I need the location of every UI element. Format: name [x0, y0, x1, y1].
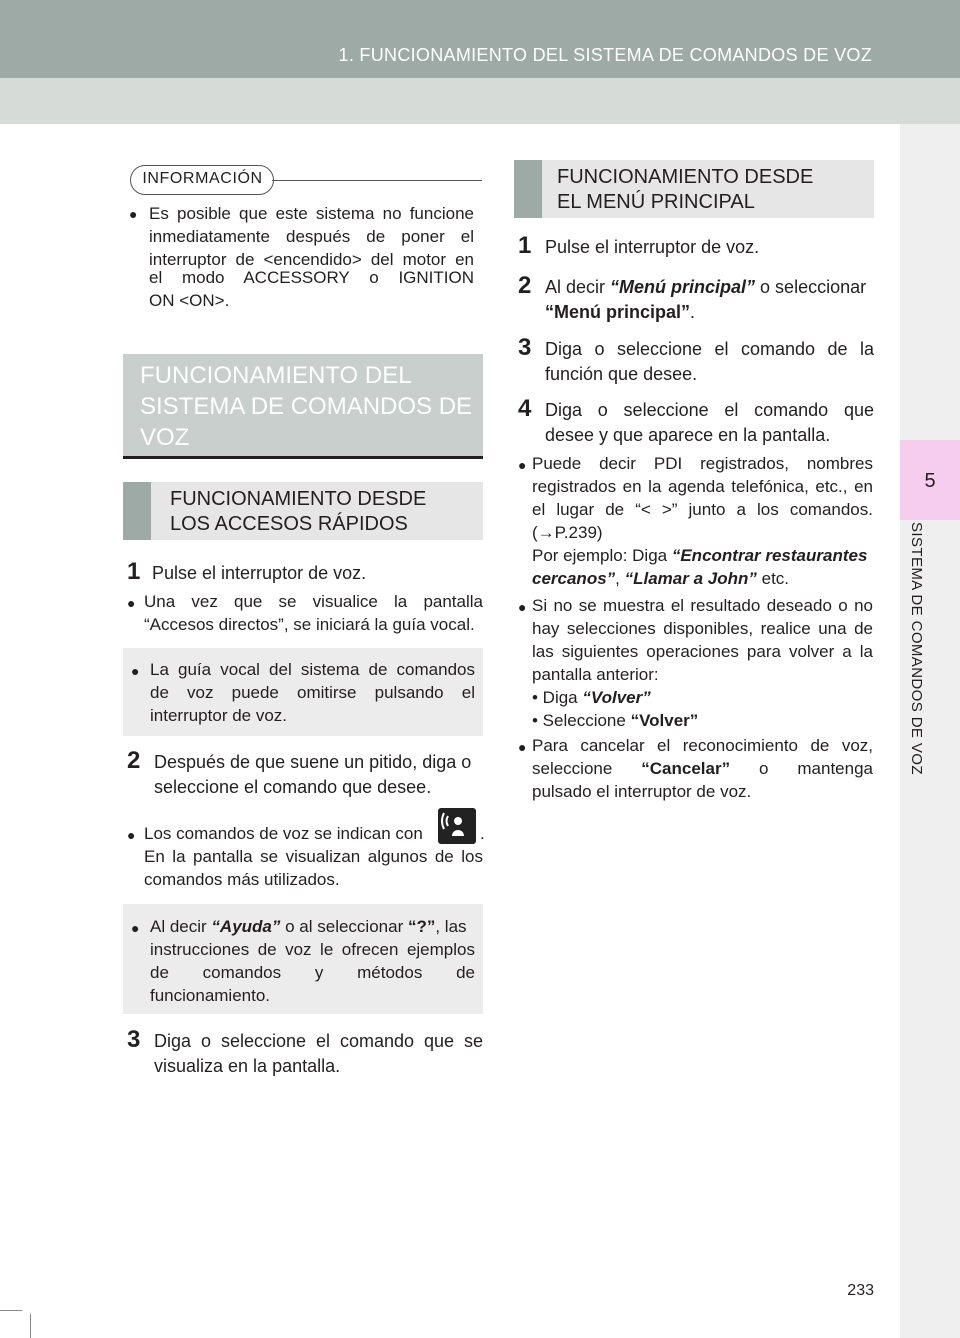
- subsection-heading-line: LOS ACCESOS RÁPIDOS: [170, 513, 408, 535]
- bullet-icon: ●: [518, 457, 527, 473]
- bullet-icon: ●: [131, 663, 140, 679]
- step-text-part: .: [690, 302, 696, 322]
- bullet-icon: ●: [127, 827, 136, 843]
- chapter-number: 5: [924, 470, 936, 492]
- bullet-line: “Accesos directos”, se iniciará la guía vocal.: [144, 615, 475, 634]
- subsection-heading: [557, 165, 867, 215]
- step-number: 2: [518, 272, 532, 299]
- note-line: de voz puede omitirse pulsando el: [150, 683, 475, 702]
- bullet-line: [532, 567, 873, 590]
- example-command: “Llamar a John”: [624, 569, 757, 588]
- step-number: 1: [518, 232, 532, 259]
- step-number: 1: [127, 558, 141, 585]
- bullet-icon: ●: [129, 206, 138, 222]
- bullet-icon: ●: [518, 739, 527, 755]
- step-text: Diga o seleccione el comando que: [545, 400, 874, 420]
- subsection-heading-line: FUNCIONAMIENTO DESDE: [170, 488, 427, 510]
- bullet-line: En la pantalla se visualizan algunos de los: [144, 847, 483, 866]
- step-text: Pulse el interruptor de voz.: [545, 237, 760, 257]
- info-line: inmediatamente después de poner el: [149, 227, 474, 246]
- section-heading-line: VOZ: [140, 424, 190, 451]
- bullet-text: o mantenga: [730, 759, 873, 778]
- step-text: [545, 276, 875, 299]
- sub-bullet-text: • Seleccione: [532, 711, 631, 730]
- note-command: “?”: [407, 917, 436, 936]
- step-number: 3: [127, 1026, 141, 1053]
- note-command: “Ayuda”: [211, 917, 281, 936]
- step-command: “Menú principal”: [545, 302, 691, 322]
- subsection-accent: [514, 160, 542, 218]
- sub-bullet-command: “Volver”: [630, 711, 699, 730]
- note-line: La guía vocal del sistema de comandos: [150, 660, 475, 679]
- bullet-line: [532, 757, 873, 780]
- sub-bullet-text: • Diga: [532, 688, 583, 707]
- section-heading-line: FUNCIONAMIENTO DEL: [140, 362, 412, 389]
- note-line: de comandos y métodos de: [150, 963, 475, 982]
- page-number: 233: [847, 1282, 874, 1299]
- step-command: “Menú principal”: [610, 277, 756, 297]
- subsection-heading: [170, 487, 480, 537]
- sub-bullet: [532, 686, 651, 709]
- bullet-line-end: .: [480, 824, 485, 843]
- step-text-part: o seleccionar: [755, 277, 867, 297]
- crop-mark: [0, 1310, 22, 1311]
- note-line: [150, 915, 475, 938]
- bullet-line: Los comandos de voz se indican con: [144, 824, 423, 843]
- bullet-text: seleccione: [532, 759, 642, 778]
- crop-mark: [30, 1314, 31, 1338]
- info-rule: [272, 180, 482, 181]
- step-text: seleccione el comando que desee.: [154, 777, 432, 797]
- bullet-line: el lugar de “< >” junto a los comandos.: [532, 500, 873, 519]
- example-text: ,: [615, 569, 625, 588]
- subsection-heading-line: EL MENÚ PRINCIPAL: [557, 191, 755, 213]
- bullet-line: Puede decir PDI registrados, nombres: [532, 454, 873, 473]
- info-label: INFORMACIÓN: [142, 170, 263, 187]
- section-heading-rule: [123, 456, 483, 459]
- bullet-icon: ●: [127, 595, 136, 611]
- page-reference[interactable]: (→P.239): [532, 523, 603, 542]
- bullet-line: registrados en la agenda telefónica, etc., en: [532, 477, 873, 496]
- note-line: funcionamiento.: [150, 986, 271, 1005]
- step-text: Diga o seleccione el comando que se: [154, 1031, 483, 1051]
- info-line: interruptor de <encendido> del motor en: [149, 250, 474, 269]
- note-line: instrucciones de voz le ofrecen ejemplos: [150, 940, 475, 959]
- step-text: desee y que aparece en la pantalla.: [545, 425, 831, 445]
- voice-command-icon: [438, 808, 476, 844]
- bullet-line: pulsado el interruptor de voz.: [532, 782, 752, 801]
- bullet-line: Si no se muestra el resultado deseado o no: [532, 596, 873, 615]
- info-line: ON <ON>.: [149, 291, 230, 310]
- bullet-line: las siguientes operaciones para volver a la: [532, 642, 873, 661]
- example-command: cercanos”: [532, 569, 616, 588]
- bullet-icon: ●: [518, 599, 527, 615]
- step-text: Pulse el interruptor de voz.: [152, 563, 367, 583]
- chapter-side-label: SISTEMA DE COMANDOS DE VOZ: [908, 522, 925, 775]
- bullet-line: Para cancelar el reconocimiento de voz,: [532, 736, 873, 755]
- step-text-part: Al decir: [545, 277, 611, 297]
- step-text: Diga o seleccione el comando de la: [545, 339, 874, 359]
- header-dark-band: [0, 0, 960, 78]
- section-heading: [140, 360, 480, 453]
- subsection-accent: [123, 482, 151, 540]
- step-number: 4: [518, 395, 532, 422]
- sub-bullet: [532, 709, 698, 732]
- example-text: etc.: [756, 569, 790, 588]
- bullet-line: comandos más utilizados.: [144, 870, 340, 889]
- bullet-line: hay selecciones disponibles, realice una de: [532, 619, 873, 638]
- info-line: el modo ACCESSORY o IGNITION: [149, 268, 474, 287]
- note-line: interruptor de voz.: [150, 706, 288, 725]
- step-number: 2: [127, 747, 141, 774]
- example-command: “Encontrar restaurantes: [671, 546, 868, 565]
- bullet-line: Una vez que se visualice la pantalla: [144, 592, 483, 611]
- section-heading-line: SISTEMA DE COMANDOS DE: [140, 393, 473, 420]
- step-text: visualiza en la pantalla.: [154, 1056, 341, 1076]
- bullet-icon: ●: [131, 920, 140, 936]
- step-text: Después de que suene un pitido, diga o: [154, 752, 472, 772]
- step-text: función que desee.: [545, 364, 698, 384]
- step-number: 3: [518, 334, 532, 361]
- bullet-line: [532, 544, 873, 567]
- sub-bullet-command: “Volver”: [582, 688, 651, 707]
- note-text: Al decir: [150, 917, 212, 936]
- note-text: o al seleccionar: [280, 917, 408, 936]
- step-text: [545, 301, 875, 324]
- chapter-title: 1. FUNCIONAMIENTO DEL SISTEMA DE COMANDOS DE VOZ: [338, 45, 872, 65]
- info-line: Es posible que este sistema no funcione: [149, 204, 474, 223]
- bullet-line: pantalla anterior:: [532, 665, 659, 684]
- note-text: , las: [435, 917, 467, 936]
- bullet-command: “Cancelar”: [641, 759, 731, 778]
- example-text: Por ejemplo: Diga: [532, 546, 672, 565]
- subsection-heading-line: FUNCIONAMIENTO DESDE: [557, 166, 814, 188]
